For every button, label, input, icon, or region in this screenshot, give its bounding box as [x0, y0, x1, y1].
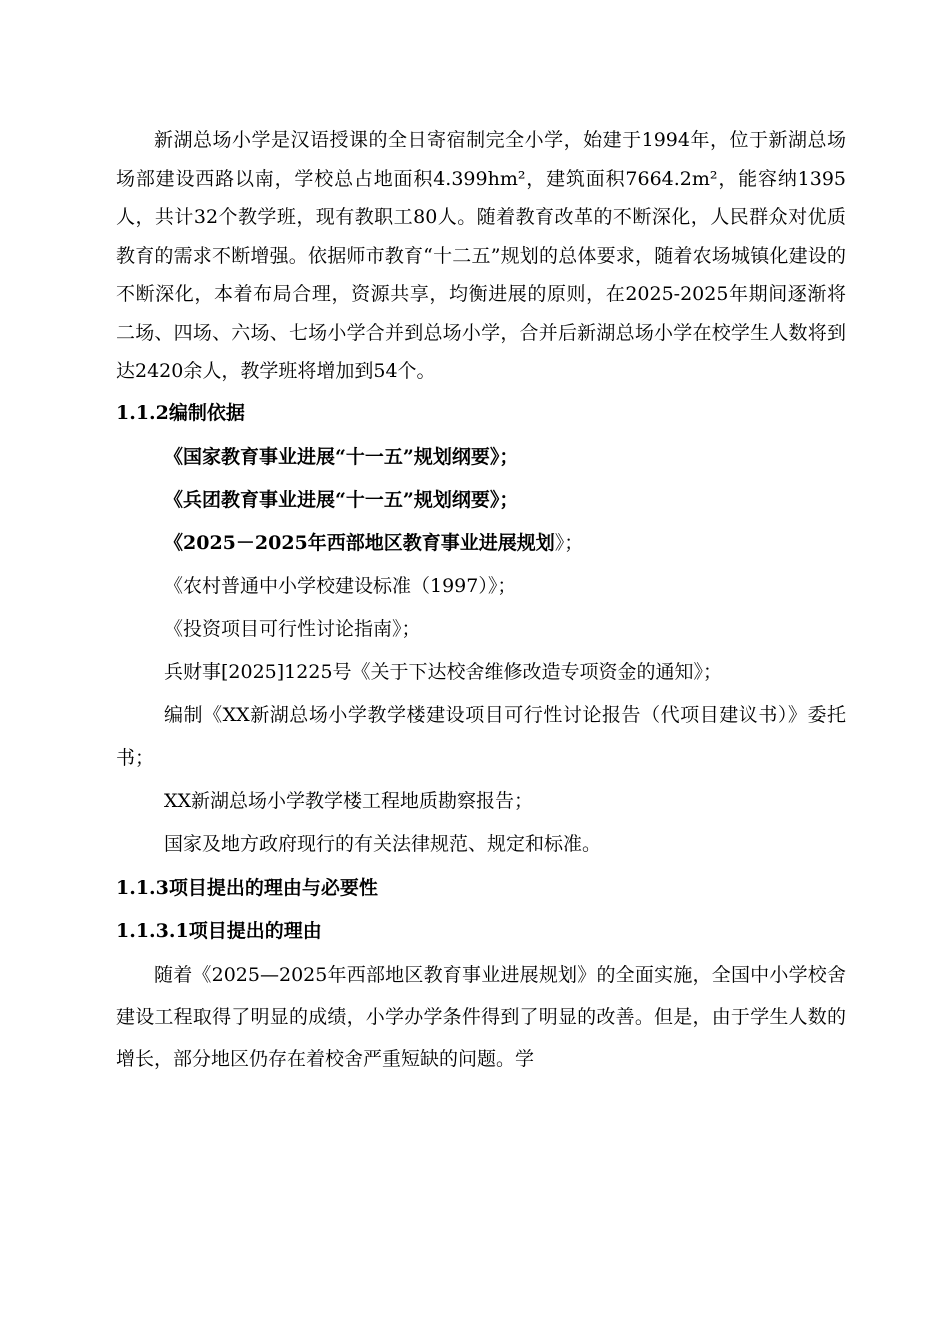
- basis-item: 《投资项目可行性讨论指南》；: [164, 617, 421, 640]
- basis-item: 《兵团教育事业进展“十一五”规划纲要》；: [164, 488, 519, 511]
- basis-item: 《2025－2025年西部地区教育事业进展规划》；: [164, 531, 584, 554]
- intro-paragraph: 新湖总场小学是汉语授课的全日寄宿制完全小学，始建于1994年，位于新湖总场场部建设西路以南，学校总占地面积4.399hm²，建筑面积7664.2m²，能容纳1395人，共计32个教学班，现有教职工80人。随着教育改革的不断深化，人民群众对优质教育的需求不断增强。依据师市教育“十二五”规划的总体要求，随着农场城镇化建设的不断深化，本着布局合理，资源共享，均衡进展的原则，在2025-2025年期间逐渐将二场、四场、六场、七场小学合并到总场小学，合并后新湖总场小学在校学生人数将到达2420余人，教学班将增加到54个。: [116, 129, 846, 382]
- document-body: [116, 121, 846, 1080]
- basis-item: 国家及地方政府现行的有关法律规范、规定和标准。: [164, 832, 602, 855]
- section-heading-1-1-2: 1.1.2编制依据: [116, 401, 245, 424]
- basis-item: XX新湖总场小学教学楼工程地质勘察报告；: [164, 789, 534, 812]
- basis-list: [116, 436, 846, 866]
- basis-item: 兵财事[2025]1225号《关于下达校舍维修改造专项资金的通知》；: [164, 660, 723, 683]
- section-heading-1-1-3: 1.1.3项目提出的理由与必要性: [116, 876, 378, 899]
- basis-item: 编制《XX新湖总场小学教学楼建设项目可行性讨论报告（代项目建议书）》委托书；: [116, 703, 846, 769]
- section-heading-1-1-3-1: 1.1.3.1项目提出的理由: [116, 919, 322, 942]
- basis-item: 《农村普通中小学校建设标准（1997）》；: [164, 574, 517, 597]
- reason-paragraph: 随着《2025—2025年西部地区教育事业进展规划》的全面实施，全国中小学校舍建设工程取得了明显的成绩，小学办学条件得到了明显的改善。但是，由于学生人数的增长，部分地区仍存在着校舍严重短缺的问题。学: [116, 963, 846, 1070]
- basis-item: 《国家教育事业进展“十一五”规划纲要》；: [164, 445, 519, 468]
